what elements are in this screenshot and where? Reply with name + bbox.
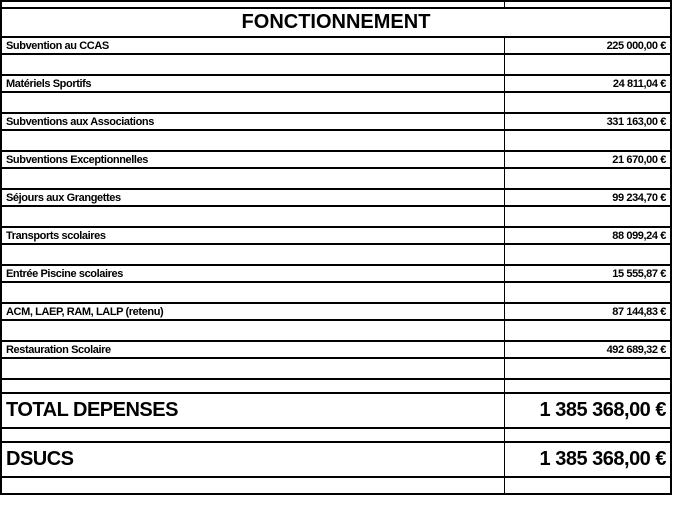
row-amount: 88 099,24 € <box>504 227 671 244</box>
spacer-label-cell <box>1 282 504 303</box>
spacer-amount-cell <box>504 428 671 442</box>
spacer-row <box>1 168 671 189</box>
total-amount: 1 385 368,00 € <box>504 442 671 477</box>
spacer-amount-cell <box>504 282 671 303</box>
table-row <box>1 227 671 244</box>
spacer-label-cell <box>1 358 504 379</box>
spacer-amount-cell <box>504 130 671 151</box>
table-row <box>1 265 671 282</box>
spacer-label-cell <box>1 130 504 151</box>
total-row <box>1 393 671 428</box>
spacer-label-cell <box>1 54 504 75</box>
spacer-row <box>1 54 671 75</box>
total-row <box>1 442 671 477</box>
table-row <box>1 113 671 130</box>
spacer-row <box>1 92 671 113</box>
spacer-amount-cell <box>504 358 671 379</box>
row-amount: 15 555,87 € <box>504 265 671 282</box>
table-row <box>1 303 671 320</box>
row-label: Séjours aux Grangettes <box>1 189 504 206</box>
total-label: DSUCS <box>1 442 504 477</box>
spacer-label-cell <box>1 244 504 265</box>
row-amount: 24 811,04 € <box>504 75 671 92</box>
spacer-row <box>1 244 671 265</box>
spacer-label-cell <box>1 320 504 341</box>
spacer-row <box>1 477 671 494</box>
row-label: ACM, LAEP, RAM, LALP (retenu) <box>1 303 504 320</box>
table-row <box>1 37 671 54</box>
row-amount: 225 000,00 € <box>504 37 671 54</box>
row-label: Subventions aux Associations <box>1 113 504 130</box>
spacer-row <box>1 130 671 151</box>
spacer-label-cell <box>1 92 504 113</box>
row-label: Subvention au CCAS <box>1 37 504 54</box>
spacer-row <box>1 320 671 341</box>
spacer-amount-cell <box>504 54 671 75</box>
top-spacer-label-cell <box>1 1 504 8</box>
spacer-amount-cell <box>504 206 671 227</box>
spacer-label-cell <box>1 477 504 494</box>
row-amount: 21 670,00 € <box>504 151 671 168</box>
spacer-row <box>1 206 671 227</box>
spacer-label-cell <box>1 206 504 227</box>
top-spacer-row <box>1 1 671 8</box>
spacer-label-cell <box>1 428 504 442</box>
spacer-amount-cell <box>504 477 671 494</box>
spacer-amount-cell <box>504 244 671 265</box>
total-label: TOTAL DEPENSES <box>1 393 504 428</box>
spacer-label-cell <box>1 168 504 189</box>
table-row <box>1 189 671 206</box>
row-label: Restauration Scolaire <box>1 341 504 358</box>
spacer-row <box>1 282 671 303</box>
row-label: Entrée Piscine scolaires <box>1 265 504 282</box>
top-spacer-amount-cell <box>504 1 671 8</box>
spacer-label-cell <box>1 379 504 393</box>
spacer-row <box>1 428 671 442</box>
table-row <box>1 151 671 168</box>
row-amount: 492 689,32 € <box>504 341 671 358</box>
table-title-row <box>1 8 671 37</box>
row-label: Matériels Sportifs <box>1 75 504 92</box>
spacer-row <box>1 358 671 379</box>
row-label: Transports scolaires <box>1 227 504 244</box>
row-amount: 99 234,70 € <box>504 189 671 206</box>
row-amount: 87 144,83 € <box>504 303 671 320</box>
row-label: Subventions Exceptionnelles <box>1 151 504 168</box>
spacer-row <box>1 379 671 393</box>
table-title: FONCTIONNEMENT <box>1 8 671 37</box>
spacer-amount-cell <box>504 168 671 189</box>
total-amount: 1 385 368,00 € <box>504 393 671 428</box>
spacer-amount-cell <box>504 92 671 113</box>
spacer-amount-cell <box>504 379 671 393</box>
table-row <box>1 341 671 358</box>
row-amount: 331 163,00 € <box>504 113 671 130</box>
spacer-amount-cell <box>504 320 671 341</box>
table-row <box>1 75 671 92</box>
